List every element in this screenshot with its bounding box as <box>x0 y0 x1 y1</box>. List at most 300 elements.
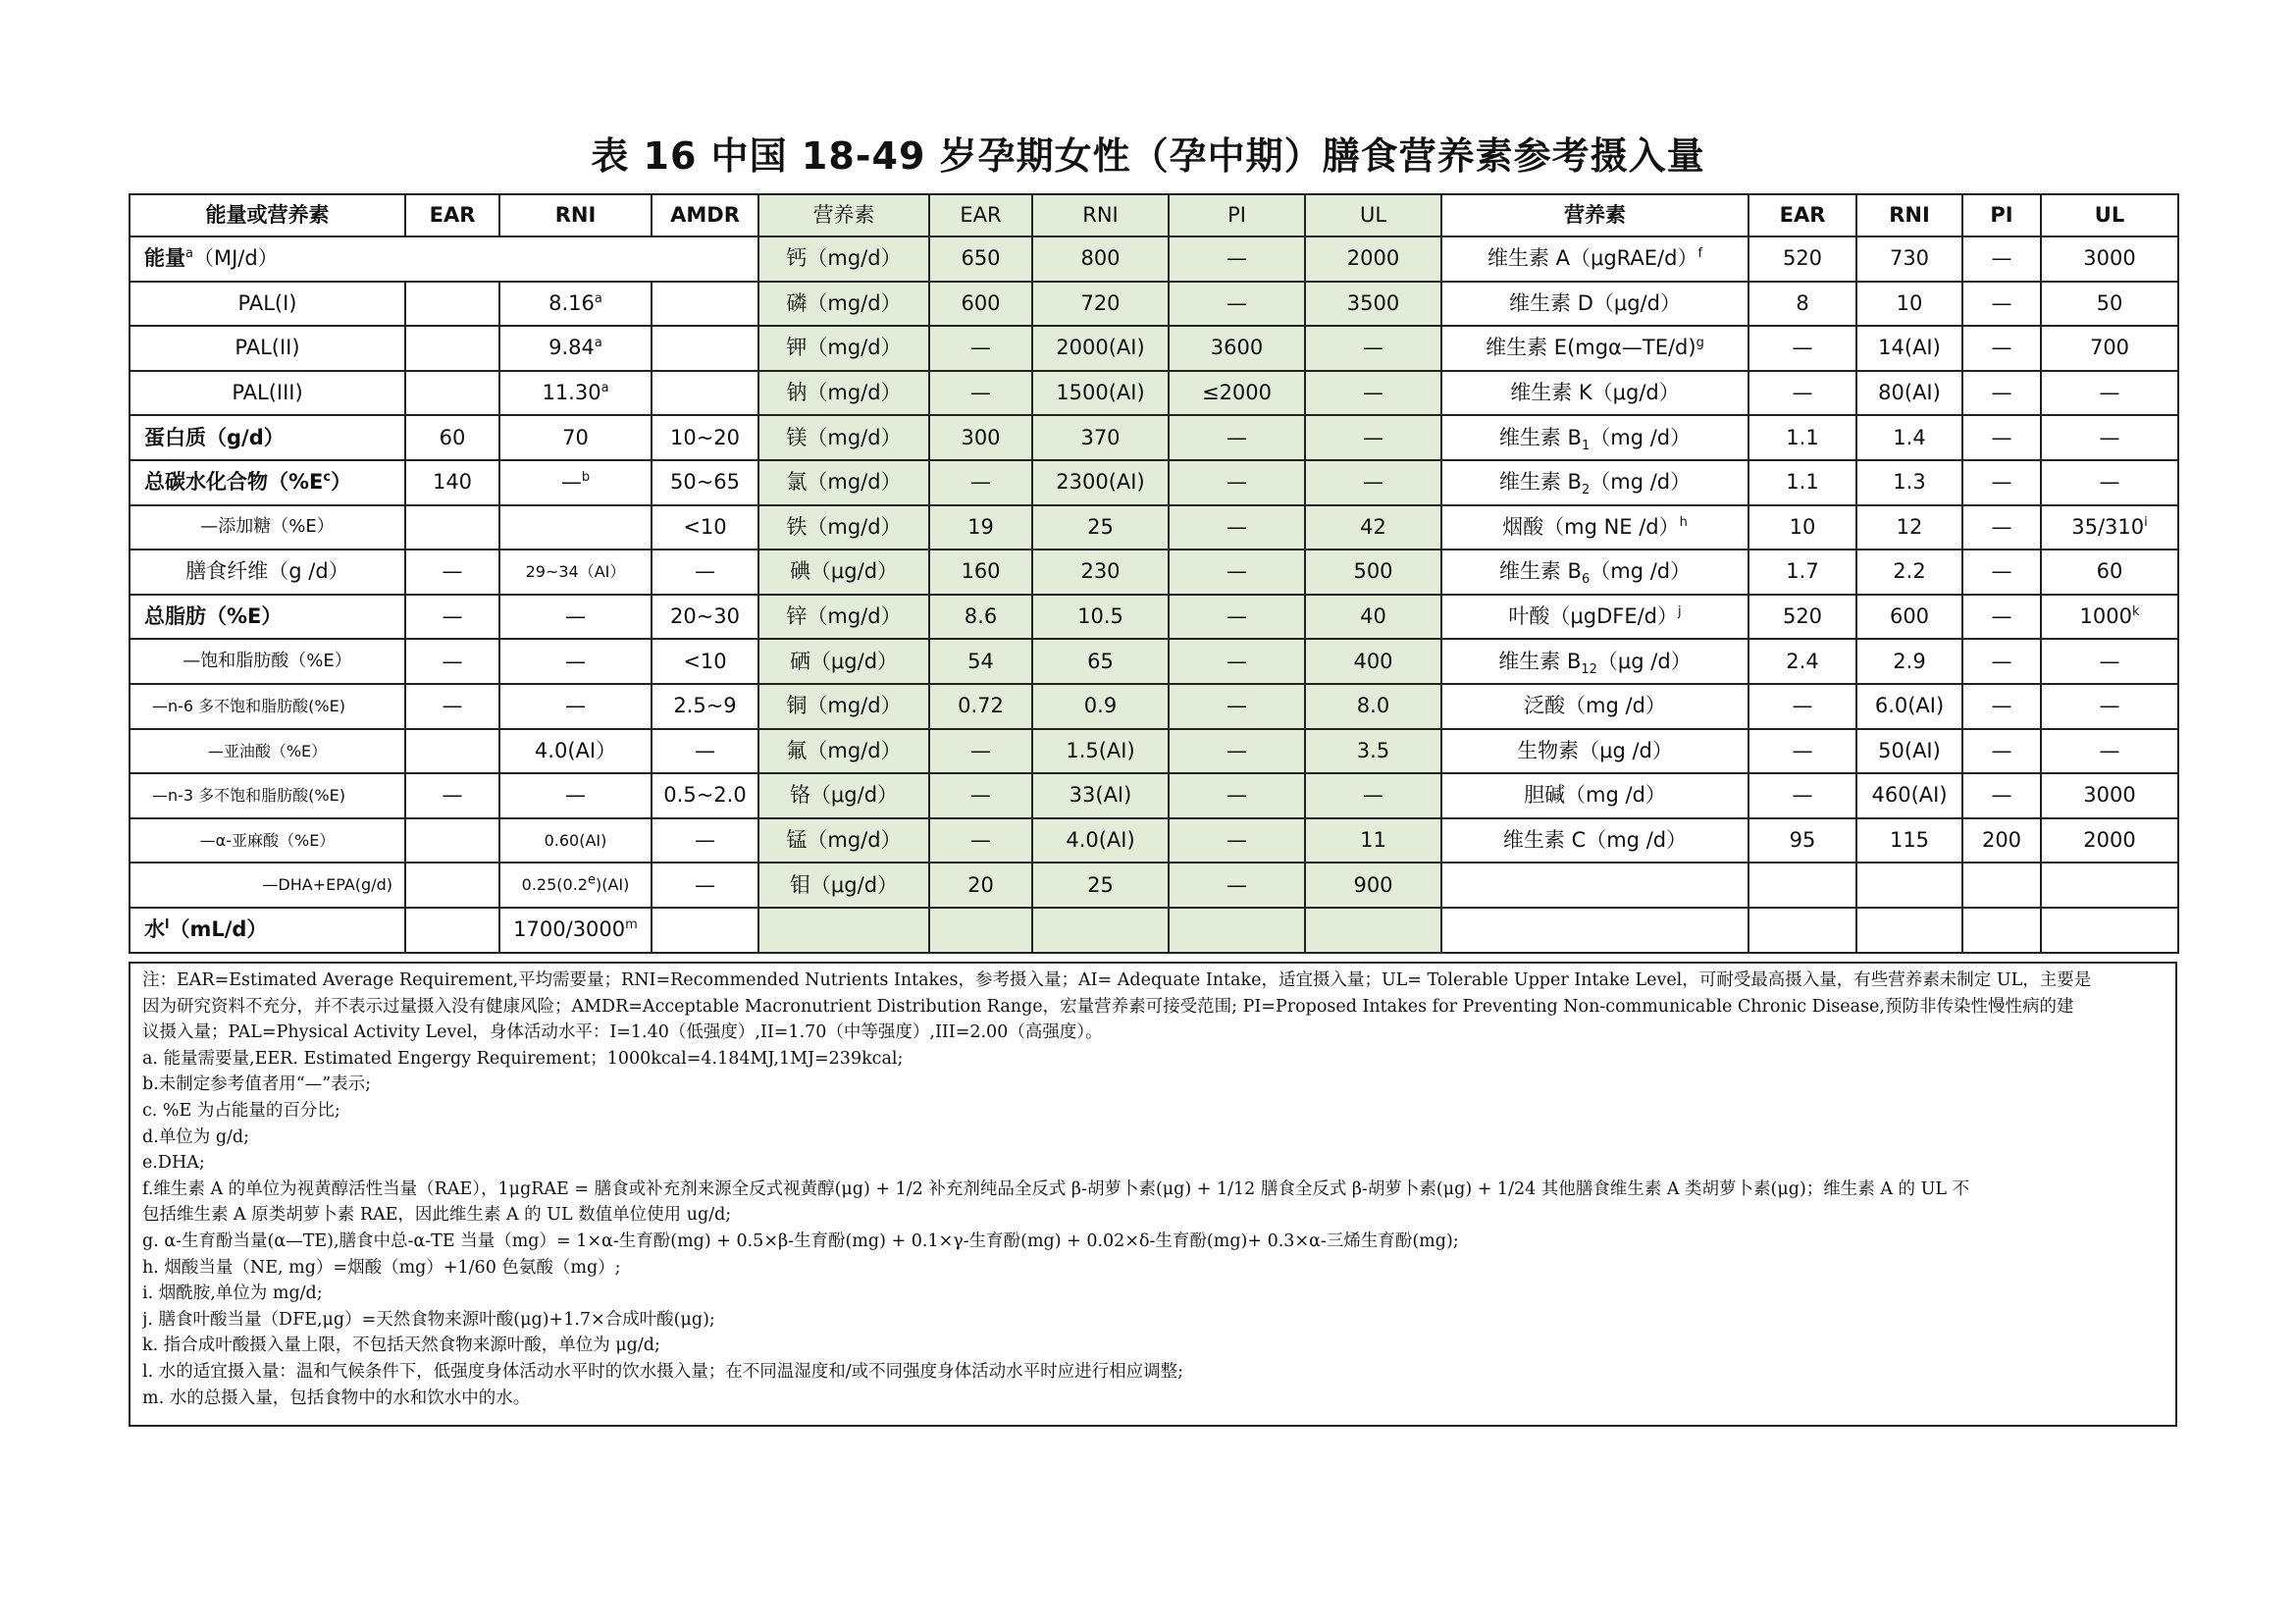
mineral-name: 钼（μg/d） <box>758 863 929 908</box>
nutrient-name-text: —α-亚麻酸（%E） <box>199 830 336 850</box>
vitamin-name-text: 维生素 B <box>1498 649 1582 673</box>
mineral-pi: — <box>1169 460 1305 505</box>
vitamin-name-tail: （mg /d） <box>1590 559 1692 584</box>
vitamin-ul <box>2041 460 2178 505</box>
vitamin-rni: 730 <box>1856 236 1962 282</box>
vitamin-name <box>1441 282 1748 327</box>
rni-value-text: — <box>565 694 586 718</box>
rni-value-text: — <box>565 649 586 673</box>
vitamin-ear: — <box>1748 729 1856 774</box>
mineral-rni: 4.0(AI) <box>1032 818 1169 864</box>
mineral-empty <box>929 908 1032 953</box>
vitamin-ul <box>2041 505 2178 550</box>
vitamin-name <box>1441 639 1748 684</box>
vitamin-name <box>1441 818 1748 864</box>
table-row <box>130 505 2178 550</box>
mineral-empty <box>1032 908 1169 953</box>
mineral-ear: 8.6 <box>929 595 1032 640</box>
vitamin-ear: 1.7 <box>1748 550 1856 595</box>
mineral-pi: — <box>1169 773 1305 818</box>
ear-value <box>405 282 499 327</box>
vitamin-rni: 80(AI) <box>1856 371 1962 416</box>
vitamin-name-sub: 12 <box>1581 661 1597 677</box>
nutrient-name <box>130 639 405 684</box>
mineral-pi: — <box>1169 505 1305 550</box>
rni-value <box>499 371 652 416</box>
header-g3-4: UL <box>2041 194 2178 236</box>
table-row <box>130 550 2178 595</box>
ear-value <box>405 863 499 908</box>
header-g1-3: AMDR <box>652 194 758 236</box>
vitamin-ul <box>2041 684 2178 729</box>
vitamin-rni: 1.3 <box>1856 460 1962 505</box>
vitamin-ul <box>2041 595 2178 640</box>
vitamin-name-text: 叶酸（μgDFE/d） <box>1508 604 1678 628</box>
footnote-line: b.未制定参考值者用“—”表示; <box>142 1074 372 1095</box>
energy-cell <box>130 236 758 282</box>
rni-value <box>499 773 652 818</box>
table-row <box>130 371 2178 416</box>
vitamin-name <box>1441 684 1748 729</box>
vitamin-name-tail: （μg /d） <box>1596 649 1692 673</box>
footnote-line: 议摄入量；PAL=Physical Activity Level，身体活动水平：I=1.40（低强度）,II=1.70（中等强度）,III=2.00（高强度）。 <box>142 1022 1103 1043</box>
footnote-line: 包括维生素 A 原类胡萝卜素 RAE，因此维生素 A 的 UL 数值单位使用 ug/d; <box>142 1205 732 1226</box>
vitamin-name <box>1441 415 1748 460</box>
mineral-empty <box>1169 908 1305 953</box>
mineral-ul: 11 <box>1305 818 1441 864</box>
ear-value: — <box>405 684 499 729</box>
mineral-rni: 65 <box>1032 639 1169 684</box>
vitamin-name <box>1441 236 1748 282</box>
vitamin-ul <box>2041 371 2178 416</box>
ear-value <box>405 729 499 774</box>
vitamin-name-sub: 1 <box>1581 438 1591 453</box>
mineral-rni: 720 <box>1032 282 1169 327</box>
footnote-line: f.维生素 A 的单位为视黄醇活性当量（RAE），1μgRAE = 膳食或补充剂来源全反式视黄醇(μg) + 1/2 补充剂纯品全反式 β-胡萝卜素(μg) + 1/12 膳食全反式 β-胡萝卜素(μg) + 1/24 其他膳食维生素 A 类胡萝卜素(μg)；维生素 A 的 UL 不 <box>142 1178 1970 1199</box>
mineral-ul: 400 <box>1305 639 1441 684</box>
vitamin-empty <box>1441 863 1748 908</box>
vitamin-empty <box>1856 863 1962 908</box>
rni-value-sup: m <box>625 917 638 933</box>
rni-value <box>499 729 652 774</box>
amdr-value: 50~65 <box>652 460 758 505</box>
ear-value: — <box>405 595 499 640</box>
vitamin-ul-text: — <box>2099 470 2120 495</box>
rni-value <box>499 818 652 864</box>
mineral-pi: — <box>1169 415 1305 460</box>
vitamin-ul-text: 3000 <box>2083 783 2136 808</box>
mineral-rni: 230 <box>1032 550 1169 595</box>
vitamin-name <box>1441 550 1748 595</box>
mineral-ear: 160 <box>929 550 1032 595</box>
vitamin-ear: — <box>1748 684 1856 729</box>
vitamin-ul-text: — <box>2099 381 2120 405</box>
vitamin-name <box>1441 773 1748 818</box>
vitamin-ul <box>2041 282 2178 327</box>
rni-value-text: 11.30 <box>542 381 601 405</box>
vitamin-ul-text: — <box>2099 649 2120 673</box>
mineral-name: 锌（mg/d） <box>758 595 929 640</box>
vitamin-ul-text: 2000 <box>2083 827 2136 852</box>
vitamin-ear: — <box>1748 773 1856 818</box>
rni-value <box>499 505 652 550</box>
mineral-name: 钙（mg/d） <box>758 236 929 282</box>
rni-value-text: 29~34（AI） <box>525 562 626 582</box>
vitamin-empty <box>1748 863 1856 908</box>
vitamin-name-tail: （mg /d） <box>1590 425 1692 449</box>
mineral-ul: 8.0 <box>1305 684 1441 729</box>
vitamin-ul-text: — <box>2099 694 2120 718</box>
vitamin-name-text: 生物素（μg /d） <box>1517 738 1673 762</box>
mineral-rni: 2000(AI) <box>1032 326 1169 371</box>
vitamin-ear: 520 <box>1748 236 1856 282</box>
mineral-ear: 600 <box>929 282 1032 327</box>
vitamin-rni: 460(AI) <box>1856 773 1962 818</box>
vitamin-pi: — <box>1962 773 2041 818</box>
header-g2-4: UL <box>1305 194 1441 236</box>
vitamin-ear: 95 <box>1748 818 1856 864</box>
vitamin-ul <box>2041 550 2178 595</box>
vitamin-ul <box>2041 773 2178 818</box>
vitamin-ear: 2.4 <box>1748 639 1856 684</box>
rni-value-text: — <box>560 470 582 495</box>
table-row <box>130 236 2178 282</box>
mineral-name: 铬（μg/d） <box>758 773 929 818</box>
nutrient-name-tail: ） <box>331 470 352 495</box>
nutrient-name <box>130 415 405 460</box>
vitamin-pi: — <box>1962 550 2041 595</box>
rni-value <box>499 460 652 505</box>
table-row <box>130 639 2178 684</box>
amdr-value: 0.5~2.0 <box>652 773 758 818</box>
table-row <box>130 595 2178 640</box>
footnote-line: i. 烟酰胺,单位为 mg/d; <box>142 1283 323 1304</box>
mineral-pi: — <box>1169 818 1305 864</box>
footnote-line: e.DHA; <box>142 1153 205 1174</box>
vitamin-name-text: 泛酸（mg /d） <box>1524 694 1666 718</box>
mineral-empty <box>758 908 929 953</box>
vitamin-name-sup: j <box>1678 604 1682 619</box>
vitamin-pi: — <box>1962 639 2041 684</box>
mineral-ul: — <box>1305 460 1441 505</box>
rni-value-text: 0.60(AI) <box>544 830 607 850</box>
table-row <box>130 684 2178 729</box>
table-row <box>130 863 2178 908</box>
ear-value: — <box>405 550 499 595</box>
vitamin-pi: — <box>1962 371 2041 416</box>
amdr-value: <10 <box>652 639 758 684</box>
ear-value <box>405 818 499 864</box>
nutrient-name-text: PAL(I) <box>237 290 297 315</box>
vitamin-name-sub: 2 <box>1581 483 1591 498</box>
ear-value: 140 <box>405 460 499 505</box>
mineral-ear: — <box>929 818 1032 864</box>
table-row <box>130 818 2178 864</box>
mineral-name: 铜（mg/d） <box>758 684 929 729</box>
vitamin-name <box>1441 505 1748 550</box>
ear-value: — <box>405 773 499 818</box>
vitamin-empty <box>1748 908 1856 953</box>
table-body <box>130 194 2178 953</box>
amdr-value <box>652 282 758 327</box>
amdr-value: 10~20 <box>652 415 758 460</box>
vitamin-name-tail: （mg /d） <box>1590 470 1692 495</box>
vitamin-name-text: 烟酸（mg NE /d） <box>1502 514 1680 539</box>
mineral-pi: — <box>1169 684 1305 729</box>
nutrient-name-text: PAL(III) <box>232 381 303 405</box>
ear-value <box>405 371 499 416</box>
nutrient-name-text: —添加糖（%E） <box>200 516 335 538</box>
mineral-ear: 0.72 <box>929 684 1032 729</box>
vitamin-rni: 1.4 <box>1856 415 1962 460</box>
nutrient-name-text: 水 <box>144 917 165 942</box>
nutrient-name-text: 总脂肪（%E） <box>144 604 283 628</box>
vitamin-pi: — <box>1962 415 2041 460</box>
mineral-rni: 1.5(AI) <box>1032 729 1169 774</box>
vitamin-name-text: 维生素 D（μg/d） <box>1509 290 1681 315</box>
amdr-value: 2.5~9 <box>652 684 758 729</box>
nutrient-name-text: 膳食纤维（g /d） <box>185 559 349 584</box>
vitamin-rni: 2.9 <box>1856 639 1962 684</box>
mineral-pi: — <box>1169 595 1305 640</box>
mineral-ear: — <box>929 371 1032 416</box>
footnote-line: g. α-生育酚当量(α—TE),膳食中总-α-TE 当量（mg）= 1×α-生育酚(mg) + 0.5×β-生育酚(mg) + 0.1×γ-生育酚(mg) + 0.02×δ-生育酚(mg)+ 0.3×α-三烯生育酚(mg); <box>142 1230 1459 1251</box>
vitamin-ear: 520 <box>1748 595 1856 640</box>
vitamin-ul-text: 700 <box>2089 336 2130 360</box>
footnote-line: 因为研究资料不充分，并不表示过量摄入没有健康风险；AMDR=Acceptable Macronutrient Distribution Range，宏量营养素可接受范围; PI=Proposed Intakes for Preventing Non-communicable Chronic Disease,预防非传染性慢性病的建 <box>142 996 2074 1017</box>
footnote-line: l. 水的适宜摄入量：温和气候条件下，低强度身体活动水平时的饮水摄入量；在不同温湿度和/或不同强度身体活动水平时应进行相应调整; <box>142 1361 1184 1382</box>
vitamin-empty <box>2041 908 2178 953</box>
rni-value <box>499 639 652 684</box>
vitamin-rni: 14(AI) <box>1856 326 1962 371</box>
rni-value-tail: )(AI) <box>595 875 630 895</box>
mineral-ul: 42 <box>1305 505 1441 550</box>
mineral-name: 镁（mg/d） <box>758 415 929 460</box>
mineral-ul: — <box>1305 371 1441 416</box>
rni-value <box>499 684 652 729</box>
table-row <box>130 282 2178 327</box>
mineral-name: 锰（mg/d） <box>758 818 929 864</box>
nutrient-name <box>130 282 405 327</box>
rni-value-text: 8.16 <box>548 290 595 315</box>
header-row <box>130 194 2178 236</box>
mineral-name: 碘（μg/d） <box>758 550 929 595</box>
mineral-rni: 370 <box>1032 415 1169 460</box>
nutrient-name-text: 蛋白质（g/d） <box>144 425 285 449</box>
mineral-pi: 3600 <box>1169 326 1305 371</box>
nutrient-table <box>129 193 2179 954</box>
vitamin-rni: 600 <box>1856 595 1962 640</box>
vitamin-name <box>1441 326 1748 371</box>
vitamin-ul-text: 3000 <box>2083 246 2136 271</box>
amdr-value: — <box>652 818 758 864</box>
mineral-ul: 3.5 <box>1305 729 1441 774</box>
table-row <box>130 908 2178 953</box>
vitamin-ear: 8 <box>1748 282 1856 327</box>
footnote-line: k. 指合成叶酸摄入量上限，不包括天然食物来源叶酸，单位为 μg/d; <box>142 1335 660 1356</box>
rni-value-text: 0.25(0.2 <box>521 875 588 895</box>
table-row <box>130 326 2178 371</box>
vitamin-rni: 10 <box>1856 282 1962 327</box>
mineral-pi: — <box>1169 863 1305 908</box>
mineral-ul: 40 <box>1305 595 1441 640</box>
rni-value <box>499 550 652 595</box>
rni-value <box>499 326 652 371</box>
rni-value <box>499 595 652 640</box>
mineral-name: 铁（mg/d） <box>758 505 929 550</box>
nutrient-name <box>130 326 405 371</box>
vitamin-ul-text: 60 <box>2096 559 2123 584</box>
nutrient-name <box>130 371 405 416</box>
header-g3-1: EAR <box>1748 194 1856 236</box>
vitamin-ul-text: 35/310 <box>2071 514 2145 539</box>
vitamin-empty <box>1856 908 1962 953</box>
mineral-ear: 20 <box>929 863 1032 908</box>
vitamin-pi: — <box>1962 729 2041 774</box>
footnote-line: m. 水的总摄入量，包括食物中的水和饮水中的水。 <box>142 1387 531 1408</box>
rni-value-sup: b <box>581 470 591 486</box>
vitamin-ul <box>2041 729 2178 774</box>
vitamin-rni: 115 <box>1856 818 1962 864</box>
vitamin-ul <box>2041 326 2178 371</box>
vitamin-ear: 1.1 <box>1748 460 1856 505</box>
mineral-ear: 54 <box>929 639 1032 684</box>
nutrient-name-text: PAL(II) <box>235 336 300 360</box>
nutrient-name-text: —n-3 多不饱和脂肪酸(%E) <box>152 786 345 806</box>
vitamin-ul <box>2041 415 2178 460</box>
vitamin-pi: — <box>1962 595 2041 640</box>
mineral-name: 磷（mg/d） <box>758 282 929 327</box>
header-g3-3: PI <box>1962 194 2041 236</box>
mineral-ear: 19 <box>929 505 1032 550</box>
footnote-line: 注：EAR=Estimated Average Requirement,平均需要量；RNI=Recommended Nutrients Intakes，参考摄入量；AI= Adequate Intake，适宜摄入量；UL= Tolerable Upper Intake Level，可耐受最高摄入量，有些营养素未制定 UL，主要是 <box>142 970 2092 990</box>
rni-value-text: 9.84 <box>548 336 595 360</box>
nutrient-name <box>130 684 405 729</box>
vitamin-name-sup: f <box>1697 246 1703 262</box>
mineral-ul: 500 <box>1305 550 1441 595</box>
vitamin-ul-text: 1000 <box>2079 604 2132 628</box>
table-row <box>130 729 2178 774</box>
mineral-ear: 650 <box>929 236 1032 282</box>
vitamin-ul <box>2041 818 2178 864</box>
mineral-rni: 0.9 <box>1032 684 1169 729</box>
rni-value-sup: a <box>600 381 609 396</box>
mineral-ul: 3500 <box>1305 282 1441 327</box>
nutrient-name <box>130 773 405 818</box>
nutrient-name <box>130 505 405 550</box>
page-title: 表 16 中国 18-49 岁孕期女性（孕中期）膳食营养素参考摄入量 <box>591 134 1705 178</box>
mineral-rni: 25 <box>1032 863 1169 908</box>
footnote-line: j. 膳食叶酸当量（DFE,μg）=天然食物来源叶酸(μg)+1.7×合成叶酸(μg); <box>142 1309 715 1330</box>
vitamin-pi: 200 <box>1962 818 2041 864</box>
energy-cell-sup: a <box>185 246 193 262</box>
footnote-line: a. 能量需要量,EER. Estimated Engergy Requirement；1000kcal=4.184MJ,1MJ=239kcal; <box>142 1048 904 1069</box>
header-g2-1: EAR <box>929 194 1032 236</box>
amdr-value: — <box>652 729 758 774</box>
mineral-name: 硒（μg/d） <box>758 639 929 684</box>
vitamin-rni: 2.2 <box>1856 550 1962 595</box>
mineral-ear: — <box>929 460 1032 505</box>
vitamin-name-text: 维生素 A（μgRAE/d） <box>1487 246 1698 271</box>
amdr-value <box>652 326 758 371</box>
header-g3-0: 营养素 <box>1441 194 1748 236</box>
rni-value-sup: a <box>594 336 602 351</box>
mineral-ul: — <box>1305 326 1441 371</box>
vitamin-pi: — <box>1962 326 2041 371</box>
vitamin-pi: — <box>1962 282 2041 327</box>
vitamin-ul <box>2041 639 2178 684</box>
ear-value <box>405 326 499 371</box>
table-row <box>130 773 2178 818</box>
nutrient-name-text: —n-6 多不饱和脂肪酸(%E) <box>152 696 345 715</box>
rni-value-sup: e <box>587 872 596 888</box>
nutrient-name <box>130 550 405 595</box>
vitamin-name-text: 胆碱（mg /d） <box>1524 783 1666 808</box>
vitamin-name <box>1441 595 1748 640</box>
rni-value-sup: a <box>594 290 602 306</box>
mineral-ear: — <box>929 729 1032 774</box>
vitamin-rni: 12 <box>1856 505 1962 550</box>
vitamin-name-sup: h <box>1679 514 1688 530</box>
vitamin-ul <box>2041 236 2178 282</box>
header-g2-0: 营养素 <box>758 194 929 236</box>
vitamin-ul-sup: i <box>2144 514 2148 530</box>
vitamin-pi: — <box>1962 505 2041 550</box>
footnote-line: h. 烟酸当量（NE, mg）=烟酸（mg）+1/60 色氨酸（mg）; <box>142 1257 621 1278</box>
ear-value: 60 <box>405 415 499 460</box>
nutrient-name <box>130 863 405 908</box>
footnote-line: d.单位为 g/d; <box>142 1126 250 1147</box>
vitamin-ear: — <box>1748 326 1856 371</box>
vitamin-name-sub: 6 <box>1581 572 1591 588</box>
mineral-ear: — <box>929 773 1032 818</box>
vitamin-name-sup: g <box>1696 336 1704 351</box>
nutrient-name-tail: （mL/d） <box>169 917 268 942</box>
energy-cell-tail: （MJ/d） <box>192 246 279 271</box>
nutrient-name <box>130 460 405 505</box>
mineral-pi: — <box>1169 639 1305 684</box>
table-row <box>130 460 2178 505</box>
mineral-pi: — <box>1169 282 1305 327</box>
mineral-pi: — <box>1169 236 1305 282</box>
mineral-pi: ≤2000 <box>1169 371 1305 416</box>
mineral-ul: — <box>1305 773 1441 818</box>
vitamin-ear: 1.1 <box>1748 415 1856 460</box>
mineral-ear: — <box>929 326 1032 371</box>
nutrient-name-sup: c <box>323 470 332 486</box>
header-g2-3: PI <box>1169 194 1305 236</box>
footnotes <box>129 962 2177 1427</box>
nutrient-name-text: —饱和脂肪酸（%E） <box>183 651 352 672</box>
vitamin-name-text: 维生素 C（mg /d） <box>1502 827 1688 852</box>
mineral-rni: 1500(AI) <box>1032 371 1169 416</box>
header-g1-2: RNI <box>499 194 652 236</box>
nutrient-name-text: —亚油酸（%E） <box>207 741 328 760</box>
vitamin-name <box>1441 460 1748 505</box>
energy-cell-text: 能量 <box>144 246 185 271</box>
amdr-value <box>652 908 758 953</box>
mineral-rni: 33(AI) <box>1032 773 1169 818</box>
ear-value <box>405 505 499 550</box>
mineral-ul: 2000 <box>1305 236 1441 282</box>
mineral-rni: 25 <box>1032 505 1169 550</box>
vitamin-ear: — <box>1748 371 1856 416</box>
vitamin-empty <box>1962 863 2041 908</box>
nutrient-name <box>130 595 405 640</box>
header-g3-2: RNI <box>1856 194 1962 236</box>
vitamin-pi: — <box>1962 236 2041 282</box>
vitamin-rni: 50(AI) <box>1856 729 1962 774</box>
